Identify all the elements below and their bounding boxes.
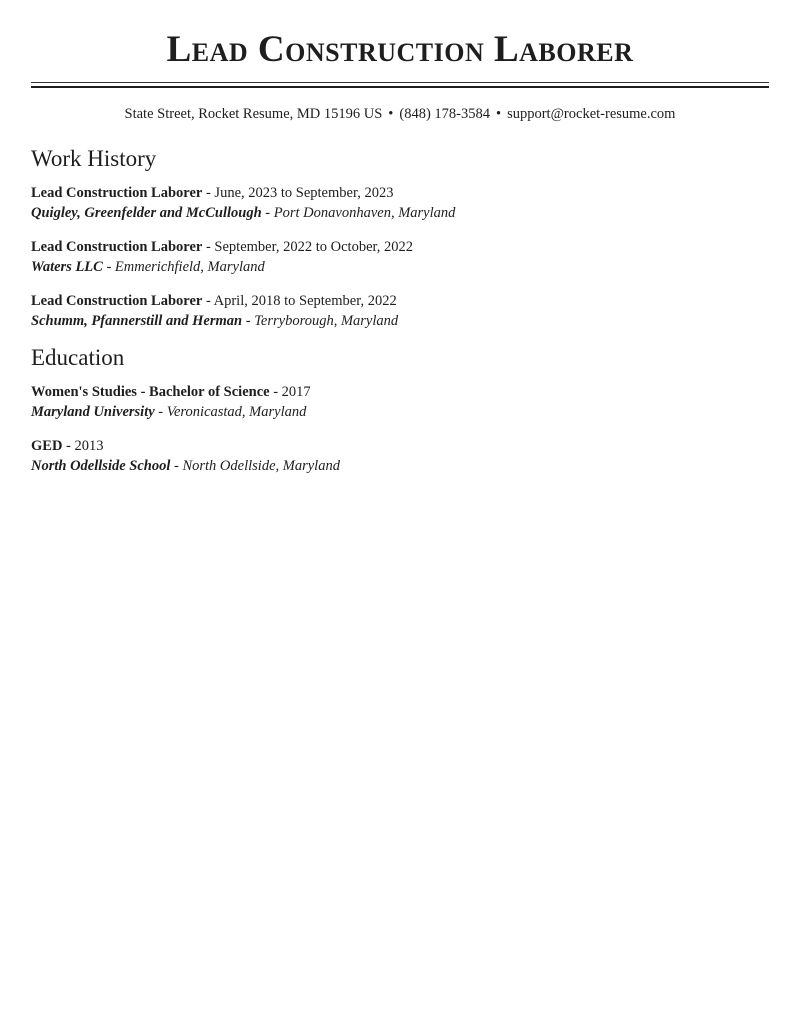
dash: - (158, 404, 164, 420)
dash: - (265, 205, 271, 221)
dash: - (66, 438, 71, 454)
edu-degree: GED (31, 438, 63, 454)
contact-separator: • (388, 106, 394, 122)
job-employer: Schumm, Pfannerstill and Herman (31, 313, 243, 329)
dash: - (174, 458, 179, 474)
resume-title: Lead Construction Laborer (166, 29, 634, 70)
education-entry (31, 436, 769, 476)
edu-year: 2013 (74, 438, 104, 454)
edu-location: North Odellside, Maryland (182, 458, 340, 474)
contact-phone: (848) 178-3584 (399, 106, 490, 122)
contact-info (31, 104, 769, 124)
job-dates: June, 2023 to September, 2023 (214, 185, 394, 201)
edu-location: Veronicastad, Maryland (166, 404, 307, 420)
work-history-entry (31, 291, 769, 331)
dash: - (205, 293, 211, 309)
dash: - (245, 313, 251, 329)
education-heading: Education (31, 345, 125, 370)
dash: - (273, 384, 279, 400)
job-location: Emmerichfield, Maryland (114, 259, 265, 275)
job-employer: Waters LLC (31, 259, 103, 275)
job-role: Lead Construction Laborer (31, 239, 203, 255)
job-role: Lead Construction Laborer (31, 293, 203, 309)
job-employer: Quigley, Greenfelder and McCullough (31, 205, 262, 221)
title-divider (31, 82, 769, 88)
edu-year: 2017 (281, 384, 311, 400)
job-dates: September, 2022 to October, 2022 (214, 239, 413, 255)
contact-separator: • (496, 106, 502, 122)
contact-address: State Street, Rocket Resume, MD 15196 US (124, 106, 383, 122)
dash: - (205, 185, 211, 201)
work-history-entry (31, 237, 769, 277)
education-entry (31, 382, 769, 422)
work-history-heading: Work History (31, 146, 157, 171)
work-history-entry (31, 183, 769, 223)
job-dates: April, 2018 to September, 2022 (213, 293, 397, 309)
contact-email: support@rocket-resume.com (507, 106, 676, 122)
job-role: Lead Construction Laborer (31, 185, 203, 201)
edu-school: Maryland University (31, 404, 155, 420)
edu-degree: Women's Studies - Bachelor of Science (31, 384, 270, 400)
job-location: Terryborough, Maryland (254, 313, 399, 329)
job-location: Port Donavonhaven, Maryland (273, 205, 456, 221)
edu-school: North Odellside School (31, 458, 171, 474)
dash: - (205, 239, 211, 255)
dash: - (106, 259, 112, 275)
